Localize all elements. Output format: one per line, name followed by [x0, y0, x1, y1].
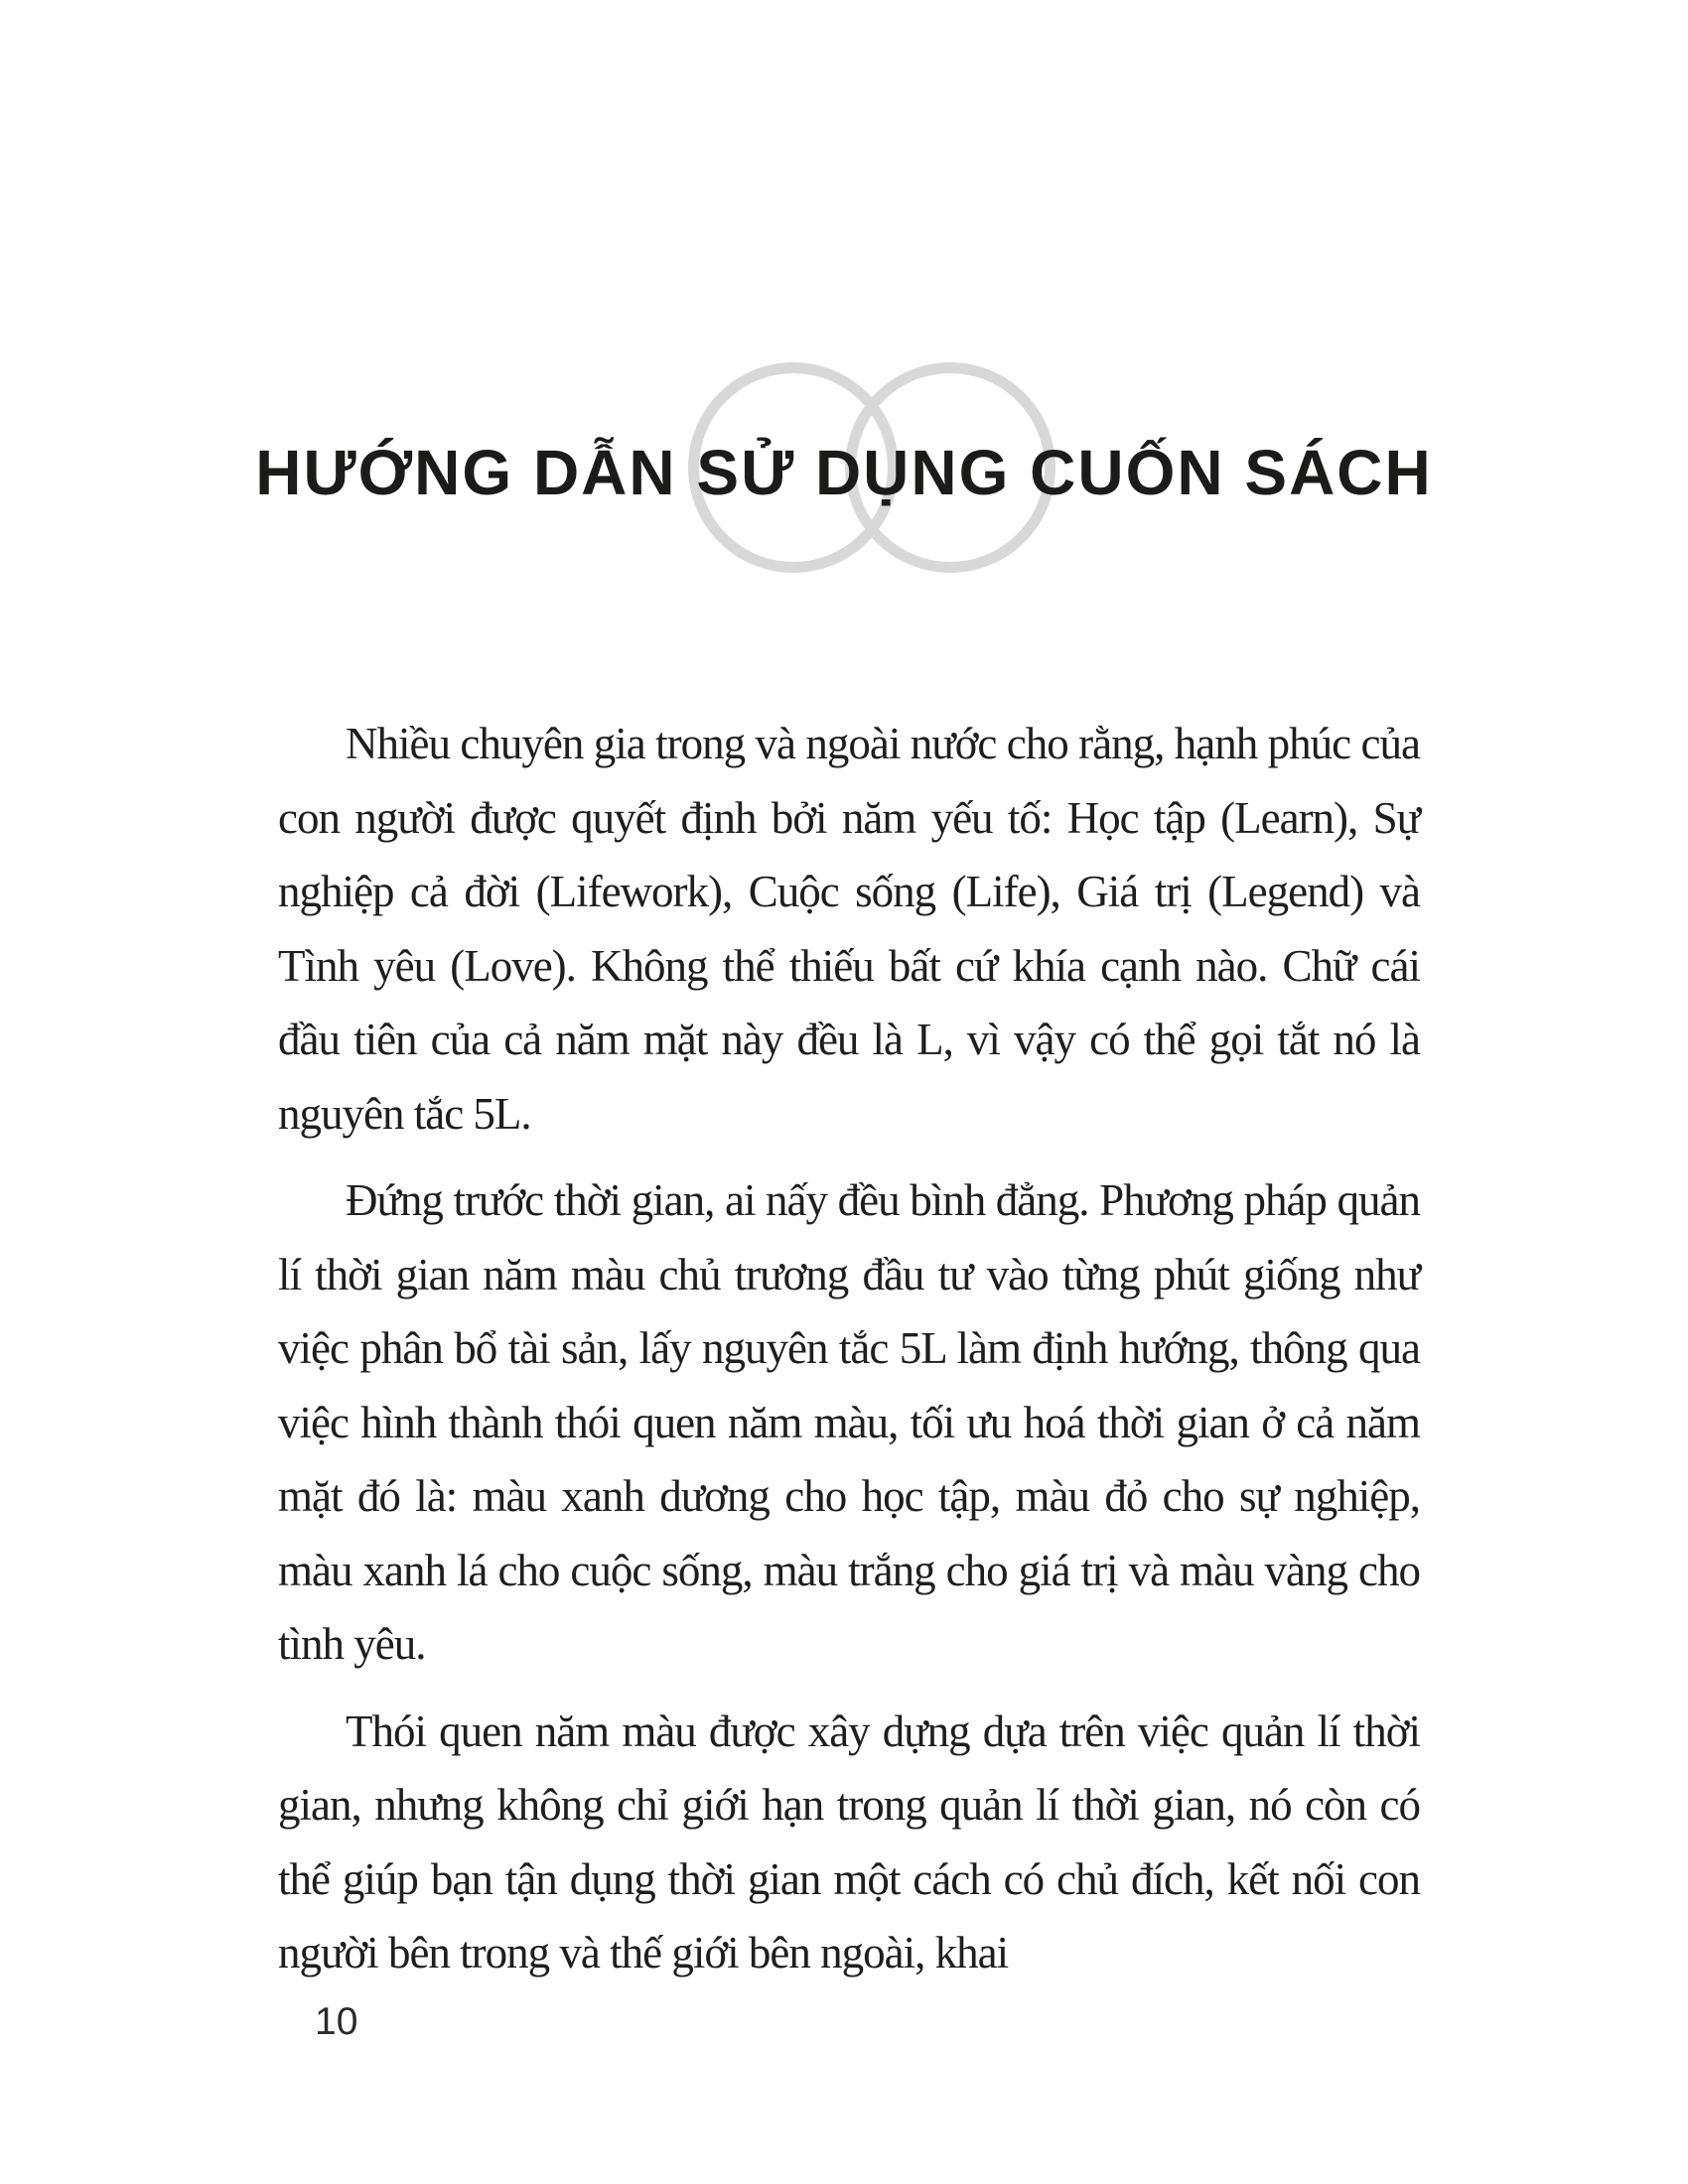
paragraph: Thói quen năm màu được xây dựng dựa trên việc quản lí thời gian, nhưng không chỉ giới hạn trong quản lí thời gian, nó còn có thể giúp bạn tận dụng thời gian một cách có chủ đích, kết nối con người bên trong và thế giới bên ngoài, khai	[278, 1706, 1420, 1978]
body-text-block	[278, 707, 1420, 2003]
paragraph: Đứng trước thời gian, ai nấy đều bình đẳng. Phương pháp quản lí thời gian năm màu chủ trương đầu tư vào từng phút giống như việc phân bổ tài sản, lấy nguyên tắc 5L làm định hướng, thông qua việc hình thành thói quen năm màu, tối ưu hoá thời gian ở cả năm mặt đó là: màu xanh dương cho học tập, màu đỏ cho sự nghiệp, màu xanh lá cho cuộc sống, màu trắng cho giá trị và màu vàng cho tình yêu.	[278, 1175, 1420, 1669]
page-number: 10	[315, 2000, 358, 2043]
paragraph: Nhiều chuyên gia trong và ngoài nước cho rằng, hạnh phúc của con người được quyết định bởi năm yếu tố: Học tập (Learn), Sự nghiệp cả đời (Lifework), Cuộc sống (Life), Giá trị (Legend) và Tình yêu (Love). Không thể thiếu bất cứ khía cạnh nào. Chữ cái đầu tiên của cả năm mặt này đều là L, vì vậy có thể gọi tắt nó là nguyên tắc 5L.	[278, 719, 1420, 1139]
chapter-title: HƯỚNG DẪN SỬ DỤNG CUỐN SÁCH	[255, 437, 1433, 508]
